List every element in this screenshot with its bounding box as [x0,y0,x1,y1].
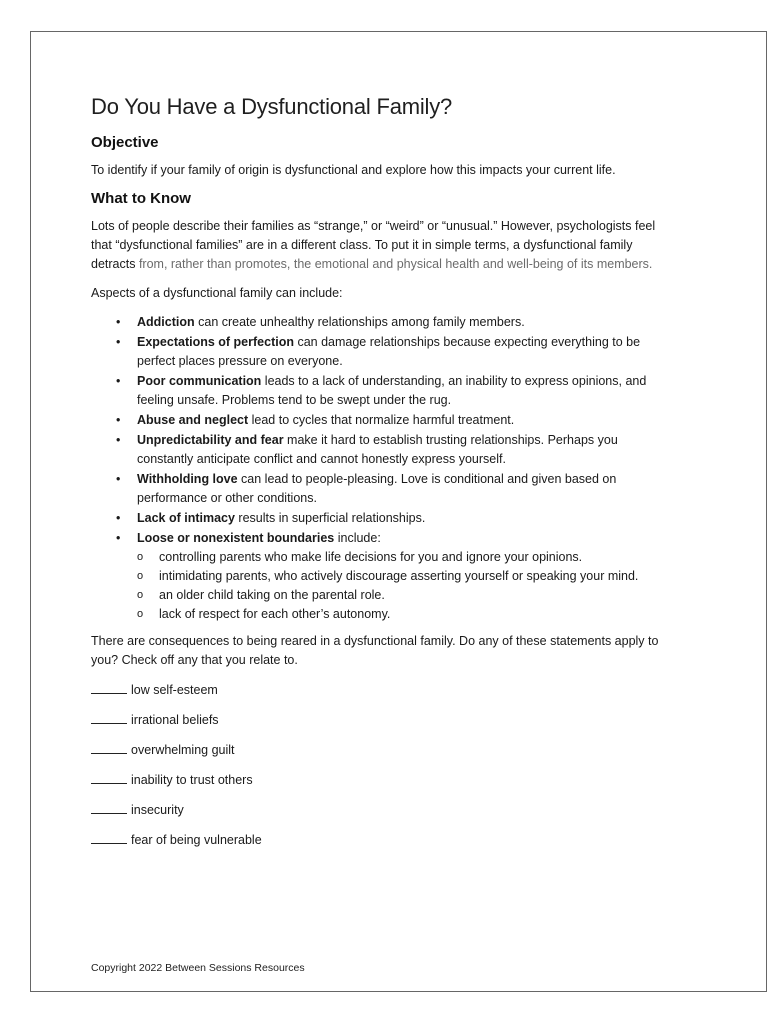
aspect-item [116,372,673,410]
aspect-item [116,411,673,430]
checklist-label: overwhelming guilt [131,743,235,757]
what-to-know-heading: What to Know [91,190,191,207]
objective-heading: Objective [91,134,159,151]
bullet-icon: • [116,374,121,388]
sub-item [137,586,673,605]
checkbox-blank-line[interactable] [91,740,127,754]
circle-bullet-icon: o [137,570,144,582]
document-content [91,94,673,860]
checklist-label: insecurity [131,803,184,817]
checkbox-blank-line[interactable] [91,770,127,784]
aspect-term: Abuse and neglect [137,413,249,427]
checklist-label: irrational beliefs [131,713,219,727]
bullet-icon: • [116,472,121,486]
what-to-know-paragraph [91,217,673,274]
aspect-item [116,333,673,371]
bullet-icon: • [116,433,121,447]
aspect-text: results in superficial relationships. [234,511,426,525]
bullet-icon: • [116,315,121,329]
aspect-text: can lead to people-pleasing. Love is conditional and given based on performance or other conditions. [137,472,617,505]
aspect-text: can damage relationships because expecting everything to be perfect places pressure on everyone. [137,335,641,368]
sub-item-text: an older child taking on the parental role. [159,588,385,602]
checkbox-blank-line[interactable] [91,680,127,694]
aspect-text: leads to a lack of understanding, an inability to express opinions, and feeling unsafe. Problems tend to be swept under the rug. [137,374,647,407]
aspect-term: Addiction [137,315,195,329]
aspect-text: make it hard to establish trusting relationships. Perhaps you constantly anticipate conflict and cannot honestly express yourself. [137,433,618,466]
aspect-item [116,313,673,332]
boundaries-sublist [137,548,673,624]
aspect-item [116,509,673,528]
checklist-label: inability to trust others [131,773,253,787]
checklist-item[interactable] [91,770,673,790]
sub-item-text: intimidating parents, who actively discourage asserting yourself or speaking your mind. [159,569,639,583]
aspect-item [116,529,673,624]
checkbox-blank-line[interactable] [91,830,127,844]
checkbox-blank-line[interactable] [91,800,127,814]
checklist-item[interactable] [91,740,673,760]
aspect-item [116,470,673,508]
aspect-text: can create unhealthy relationships among family members. [194,315,525,329]
sub-item [137,605,673,624]
aspects-intro: Aspects of a dysfunctional family can include: [91,286,343,300]
aspect-item [116,431,673,469]
sub-item [137,548,673,567]
document-page [30,31,767,992]
sub-item-text: lack of respect for each other’s autonomy. [159,607,391,621]
aspects-list [91,313,673,624]
bullet-icon: • [116,335,121,349]
bullet-icon: • [116,511,121,525]
circle-bullet-icon: o [137,551,144,563]
aspect-text: lead to cycles that normalize harmful treatment. [248,413,515,427]
checklist-label: low self-esteem [131,683,218,697]
circle-bullet-icon: o [137,589,144,601]
aspect-term: Withholding love [137,472,238,486]
aspect-term: Lack of intimacy [137,511,235,525]
objective-text: To identify if your family of origin is dysfunctional and explore how this impacts your current life. [91,163,616,177]
checklist-item[interactable] [91,830,673,850]
checklist-item[interactable] [91,800,673,820]
paragraph-gray-text: from, rather than promotes, the emotional and physical health and well-being of its members. [138,257,653,271]
sub-item [137,567,673,586]
bullet-icon: • [116,531,121,545]
aspect-term: Expectations of perfection [137,335,294,349]
copyright-footer: Copyright 2022 Between Sessions Resources [91,962,305,974]
aspect-term: Poor communication [137,374,262,388]
checkbox-blank-line[interactable] [91,710,127,724]
checklist-item[interactable] [91,680,673,700]
sub-item-text: controlling parents who make life decisions for you and ignore your opinions. [159,550,583,564]
paragraph-text: Lots of people describe their families as “strange,” or “weird” or “unusual.” However, psychologists feel that “dysfunctional families” are in a different class. To put it in simple terms, a dysfunctional family detracts [91,219,656,271]
consequences-intro: There are consequences to being reared in a dysfunctional family. Do any of these statements apply to you? Check off any that you relate to. [91,634,659,667]
circle-bullet-icon: o [137,608,144,620]
aspect-term: Unpredictability and fear [137,433,284,447]
bullet-icon: • [116,413,121,427]
checklist-label: fear of being vulnerable [131,833,262,847]
aspect-text: include: [334,531,381,545]
aspect-term: Loose or nonexistent boundaries [137,531,335,545]
checklist-item[interactable] [91,710,673,730]
page-title: Do You Have a Dysfunctional Family? [91,94,453,119]
